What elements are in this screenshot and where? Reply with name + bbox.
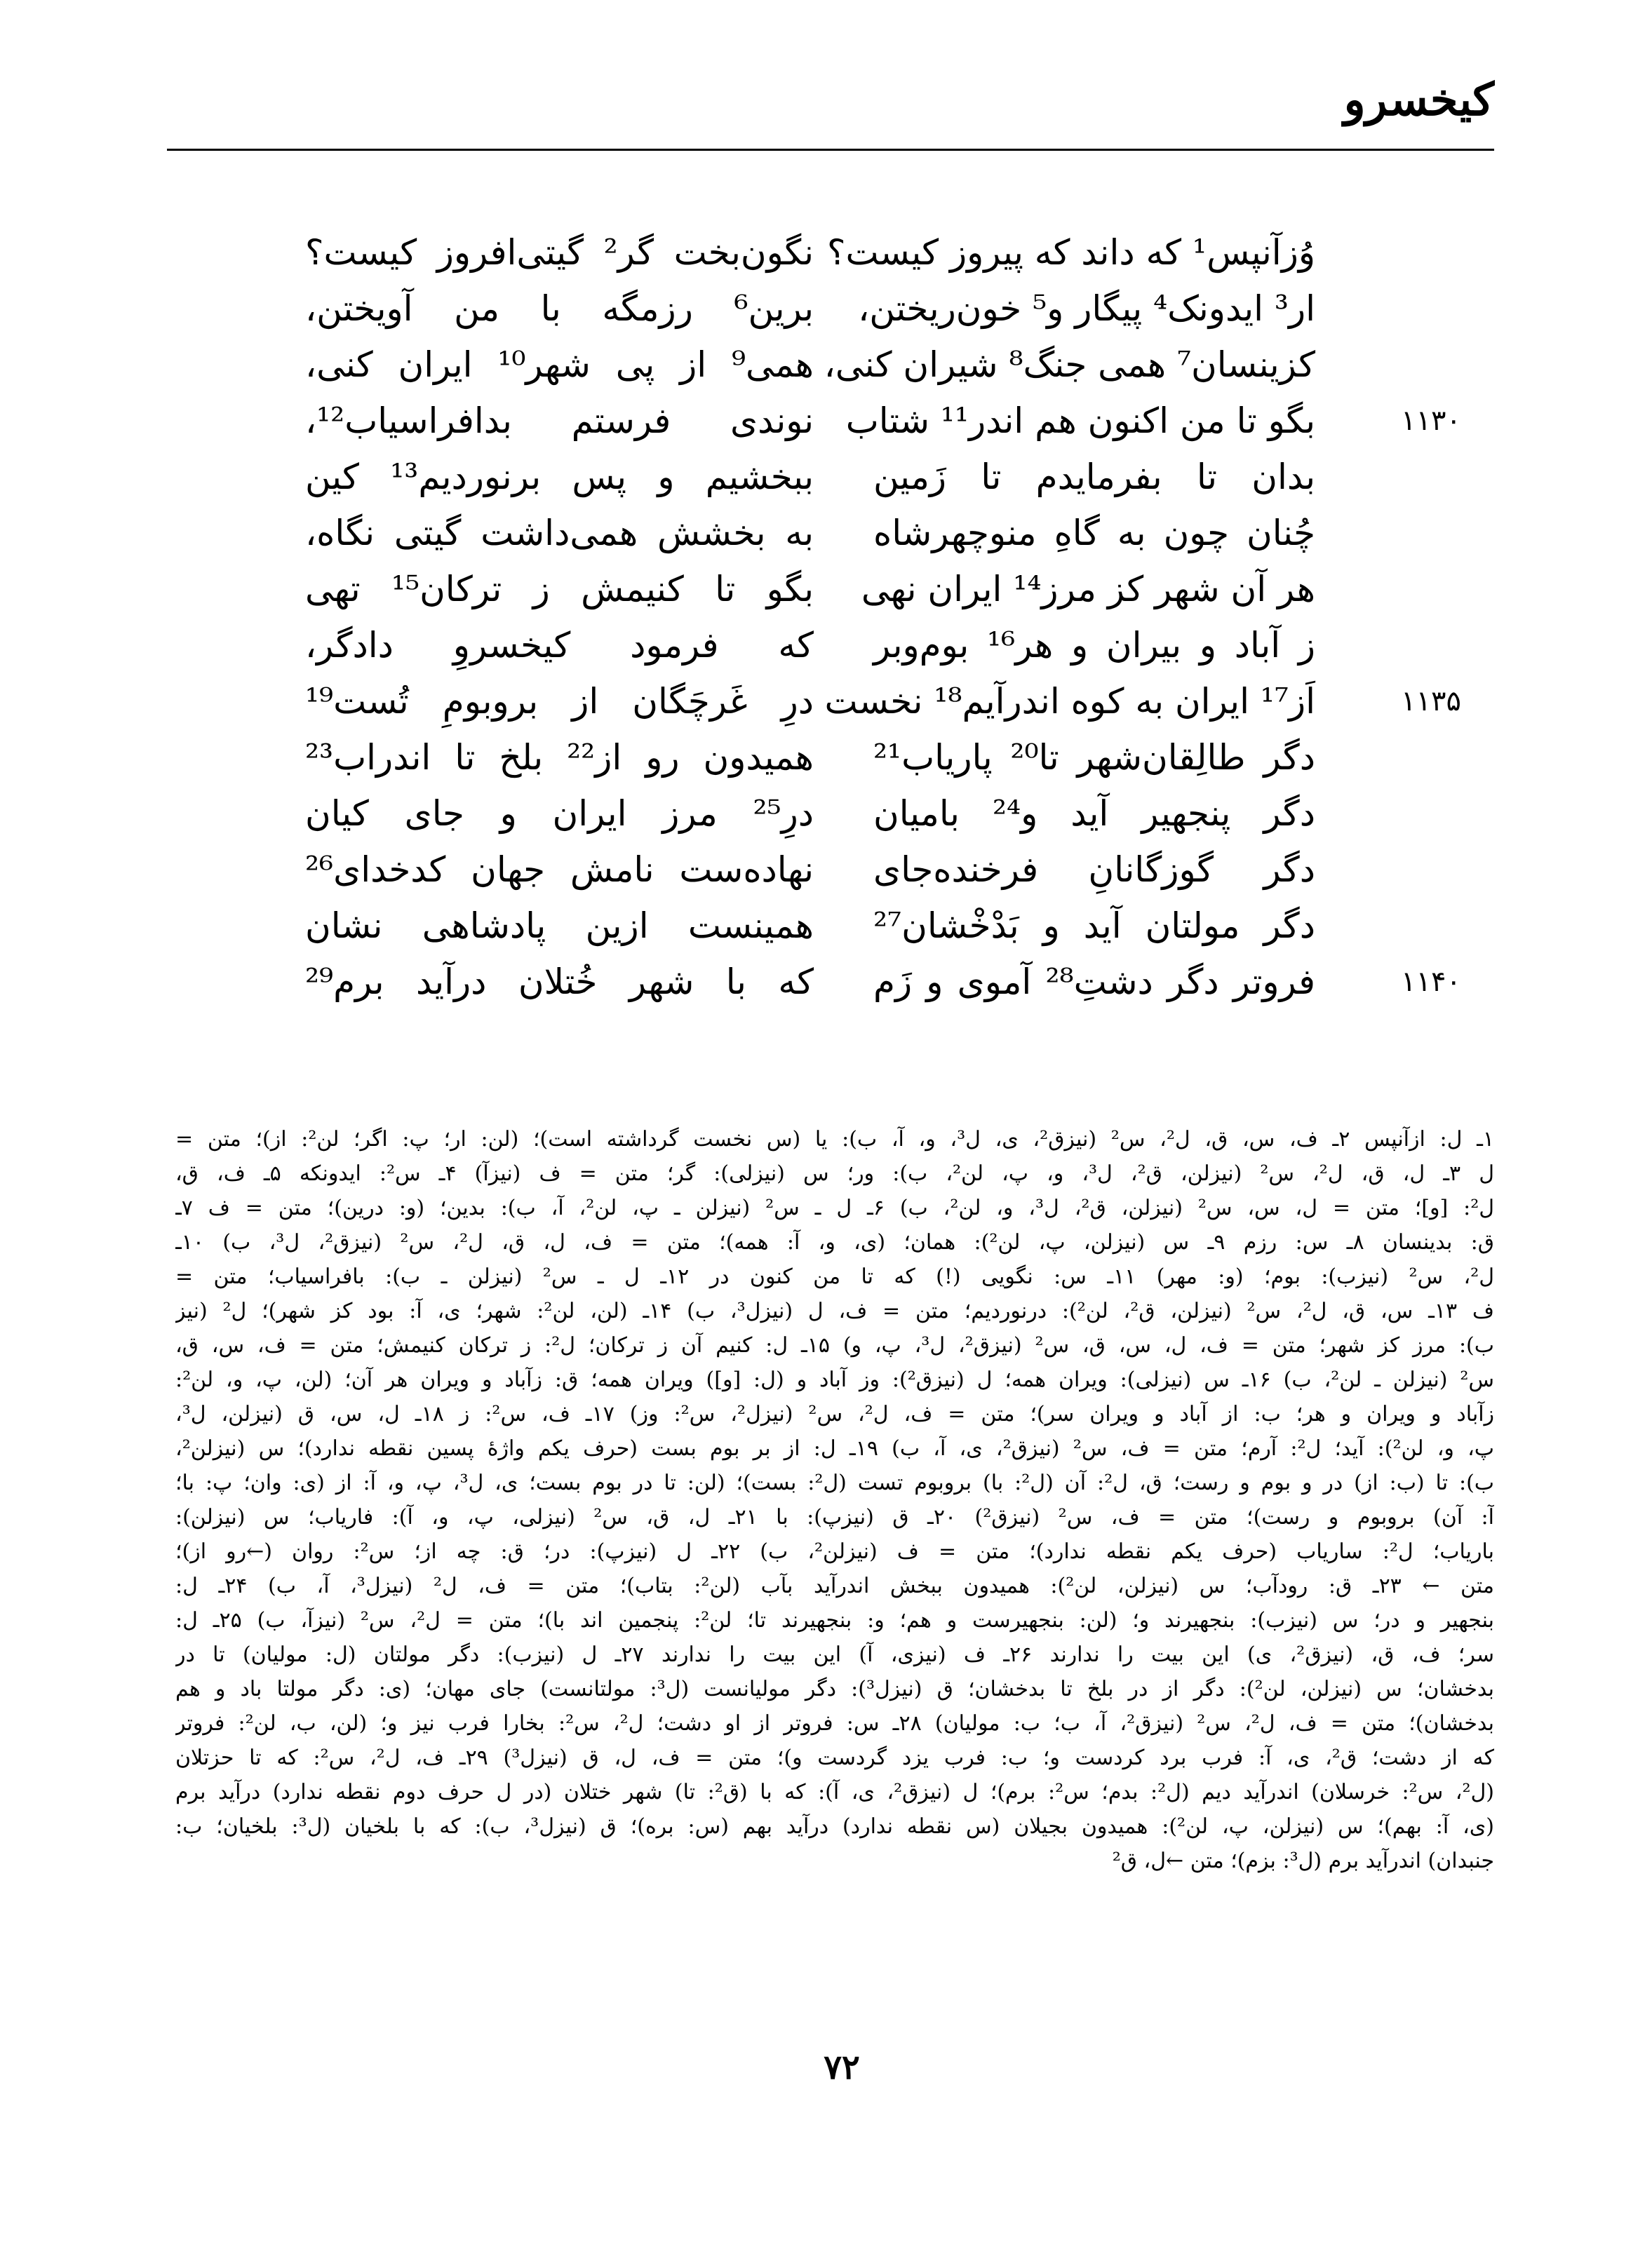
footnote-line: جنبدان) اندرآید برم (ل³: بزم)؛ متن ←ل، ق² [1112, 1849, 1494, 1873]
verse-second-hemistich: همینست ازین پادشاهی نشان [305, 905, 814, 946]
footnote-line: ب): مرز کز شهر؛ متن = ف، ل، س، ق، س² (نیزق²، ل³، پ، و) ۱۵ـ ل: کنیم آن ز ترکان؛ ل²: ز ترکان کنیمش؛ متن = ف، س، ق، [175, 1333, 1494, 1358]
footnote-line: ل²: [و]؛ متن = ل، س، س² (نیزلن، ق²، ل³، و، لن²، ب) ۶ـ ل ـ س² (نیزلن ـ پ، لن²، آ، ب): بدین؛ (و: درین)؛ متن = ف ۷ـ [175, 1196, 1494, 1220]
footnote-line: بدخشان)؛ متن = ف، ل²، س² (نیزق²، آ، ب؛ ب: مولیان) ۲۸ـ س: فروتر از او دشت؛ ل²، س²: بخارا فرب نیز و؛ (لن، ب، لن²: فروتر [175, 1711, 1494, 1736]
verse-second-hemistich: به بخشش همی‌داشت گیتی نگاه، [305, 513, 814, 553]
footnote-line: پ، و، لن²): آید؛ ل²: آرم؛ متن = ف، س² (نیزق²، ی، آ، ب) ۱۹ـ ل: از بر بوم بست (حرف یکم واژهٔ پسین نقطه ندارد)؛ س (نیزلن²، [175, 1436, 1494, 1461]
verse-second-hemistich: که فرمود کیخسروِ دادگر، [305, 625, 814, 666]
footnote-line: بنجهیر و در؛ س (نیزب): بنجهیرند و؛ (لن: بنجهیرست و هم؛ و: بنجهیرند تا؛ لن²: پنجمین اند با)؛ متن = ل²، س² (نیزآ، ب) ۲۵ـ ل: [175, 1608, 1494, 1633]
verse-second-hemistich: که با شهر خُتلان درآید برم²⁹ [305, 961, 814, 1002]
verse-first-hemistich: ار³ ایدونک⁴ پیگار و⁵ خون‌ریختن، [858, 288, 1315, 329]
verse-first-hemistich: چُنان چون به گاهِ منوچهرشاه [873, 513, 1315, 553]
footnote-line: ل ۳ـ ل، ق، ل²، س² (نیزلن، ق²، ل³، و، پ، لن²، ب): ور؛ س (نیزلی): گر؛ متن = ف (نیزآ) ۴ـ س²: ایدونکه ۵ـ ف، ق، [175, 1161, 1494, 1186]
verse-first-hemistich: دگر مولتان آید و بَدْخْشان²⁷ [873, 905, 1315, 946]
footnotes [175, 1122, 1494, 1878]
footnote-line: باریاب؛ ل²: ساریاب (حرف یکم نقطه ندارد)؛ متن = ف (نیزلن²، ب) ۲۲ـ ل (نیزپ): در؛ ق: چه از؛ س²: روان (←رو از)؛ [175, 1539, 1494, 1564]
page-header-title: کیخسرو [1343, 74, 1494, 126]
verse-line-number: ۱۱۴۰ [1401, 966, 1461, 998]
verse-first-hemistich: فروتر دگر دشتِ²⁸ آموی و زَم [873, 961, 1315, 1002]
verse-line-number: ۱۱۳۰ [1401, 405, 1461, 437]
footnote-line: ل²، س² (نیزب): بوم؛ (و: مهر) ۱۱ـ س: نگویی (!) که تا من کنون در ۱۲ـ ل ـ س² (نیزلن ـ ب): بافراسیاب؛ متن = [175, 1264, 1494, 1289]
verse-second-hemistich: ببخشیم و پس برنوردیم¹³ کین [305, 457, 814, 497]
verse-first-hemistich: اَز¹⁷ ایران به کوه اندرآیم¹⁸ نخست [824, 681, 1315, 722]
verse-first-hemistich: دگر گوزگانانِ فرخنده‌جای [873, 849, 1315, 890]
verse-second-hemistich: همی⁹ از پی شهر¹⁰ ایران کنی، [305, 344, 814, 385]
verse-first-hemistich: دگر پنجهیر آید و²⁴ بامیان [873, 793, 1315, 834]
verse-first-hemistich: ز آباد و بیران و هر¹⁶ بوم‌وبر [873, 625, 1316, 666]
verse-first-hemistich: بدان تا بفرمایدم تا زَمین [873, 457, 1315, 497]
verse-second-hemistich: بگو تا کنیمش ز ترکان¹⁵ تهی [305, 569, 814, 609]
footnote-line: ق: بدینسان ۸ـ س: رزم ۹ـ س (نیزلن، پ، لن²): همان؛ (ی، و، آ: همه)؛ متن = ف، ل، ق، ل²، س² (نیزق²، ل³، ب) ۱۰ـ [175, 1230, 1494, 1255]
verse-second-hemistich: درِ²⁵ مرز ایران و جای کیان [305, 793, 814, 834]
footnote-line: ۱ـ ل: ازآنپس ۲ـ ف، س، ق، ل²، س² (نیزق²، ی، ل³، و، آ، ب): یا (س نخست گرداشته است)؛ (لن: ار؛ پ: اگر؛ لن²: از)؛ متن = [175, 1127, 1494, 1152]
verse-first-hemistich: دگر طالِقان‌شهر تا²⁰ پاریاب²¹ [873, 737, 1315, 778]
footnote-line: بدخشان؛ س (نیزلن، لن²): دگر از در بلخ تا بدخشان؛ ق (نیزل³): دگر مولیانست (ل³: مولتانست) جای مهان؛ (ی: دگر مولتا باد و هم [175, 1677, 1494, 1701]
verse-second-hemistich: درِ غَرچَگان از بروبومِ تُست¹⁹ [305, 681, 814, 722]
footnote-line: ب): تا (ب: از) در و بوم و رست؛ ق، ل²: آن (ل²: با) بروبوم تست (ل²: بست)؛ (لن: تا در بوم بست؛ ی، ل³، پ، و، آ: از (ی: وان؛ پ: با؛ [175, 1471, 1494, 1495]
verse-first-hemistich: هر آن شهر کز مرز¹⁴ ایران نهی [861, 569, 1315, 609]
verse-line-number: ۱۱۳۵ [1401, 685, 1461, 717]
footnote-line: آ: آن) بروبوم و رست)؛ متن = ف، س² (نیزق²) ۲۰ـ ق (نیزپ): با ۲۱ـ ل، ق، س² (نیزلی، پ، و، آ): فاریاب؛ س (نیزلن): [175, 1505, 1494, 1530]
verse-second-hemistich: همیدون رو از²² بلخ تا اندراب²³ [305, 737, 814, 778]
footnote-line: ف ۱۳ـ س، ق، ل²، س² (نیزلن، ق²، لن²): درنوردیم؛ متن = ف، ل (نیزل³، ب) ۱۴ـ (لن، لن²: شهر؛ ی، آ: بود کز شهر)؛ ل² (نیز [175, 1299, 1494, 1323]
verse-second-hemistich: برین⁶ رزمگه با من آویختن، [305, 288, 814, 329]
footnote-line: سر؛ ف، ق، (نیزق²، ی) این بیت را ندارند ۲۶ـ ف (نیزی، آ) این بیت را ندارند ۲۷ـ ل (نیزب): دگر مولتان (ل: مولیان) تا در [175, 1642, 1494, 1667]
verse-first-hemistich: بگو تا من اکنون هم اندر¹¹ شتاب [845, 400, 1315, 441]
footnote-line: (ی، آ: بهم)؛ س (نیزلن، پ، لن²): همیدون بجیلان (س نقطه ندارد) درآید بهم (س: بره)؛ ق (نیزل³، ب): که با بلخیان (ل³: بلخیان؛ ب: [175, 1814, 1494, 1839]
footnote-line: که از دشت؛ ق²، ی، آ: فرب برد کردست و؛ ب: فرب یزد گردست و)؛ متن = ف، ل، ق (نیزل³) ۲۹ـ ف، ل²، س²: که تا حزتلان [175, 1746, 1494, 1770]
footnote-line: س² (نیزلن ـ لن²، ب) ۱۶ـ س (نیزلی): ویران همه؛ ل (نیزق²): وز آباد و (ل: [و]) ویران همه؛ ق: زآباد و ویران هر آن؛ (لن، پ، و، لن²: [175, 1368, 1494, 1392]
verse-first-hemistich: وُزآنپس¹ که داند که پیروز کیست؟ [826, 232, 1315, 273]
verse-second-hemistich: نگون‌بخت گر² گیتی‌افروز کیست؟ [305, 232, 814, 273]
verse-second-hemistich: نوندی فرستم بدافراسیاب¹²، [305, 400, 814, 441]
header-rule [167, 149, 1494, 151]
footnote-line: (ل²، س²: خرسلان) اندرآید دیم (ل²: بدم؛ س²: برم)؛ ل (نیزق²، ی، آ): که با (ق²: تا) شهر ختلان (در ل حرف دوم نقطه ندارد) درآید برم [175, 1780, 1494, 1804]
verse-first-hemistich: کزینسان⁷ همی جنگ⁸ شیران کنی، [824, 344, 1315, 385]
footnote-line: متن ← ۲۳ـ ق: رودآب؛ س (نیزلن، لن²): همیدون ببخش اندرآید بآب (لن²: بتاب)؛ متن = ف، ل² (نیزل³، آ، ب) ۲۴ـ ل: [175, 1574, 1494, 1598]
footnote-line: زآباد و ویران و هر؛ ب: از آباد و ویران سر)؛ متن = ف، ل²، س² (نیزل²، س²: وز) ۱۷ـ ف، س²: ز ۱۸ـ ل، س، ق (نیزلن، ل³، [175, 1402, 1494, 1426]
verse-second-hemistich: نهاده‌ست نامش جهان کدخدای²⁶ [305, 849, 814, 890]
page-number: ۷۲ [824, 2048, 860, 2087]
